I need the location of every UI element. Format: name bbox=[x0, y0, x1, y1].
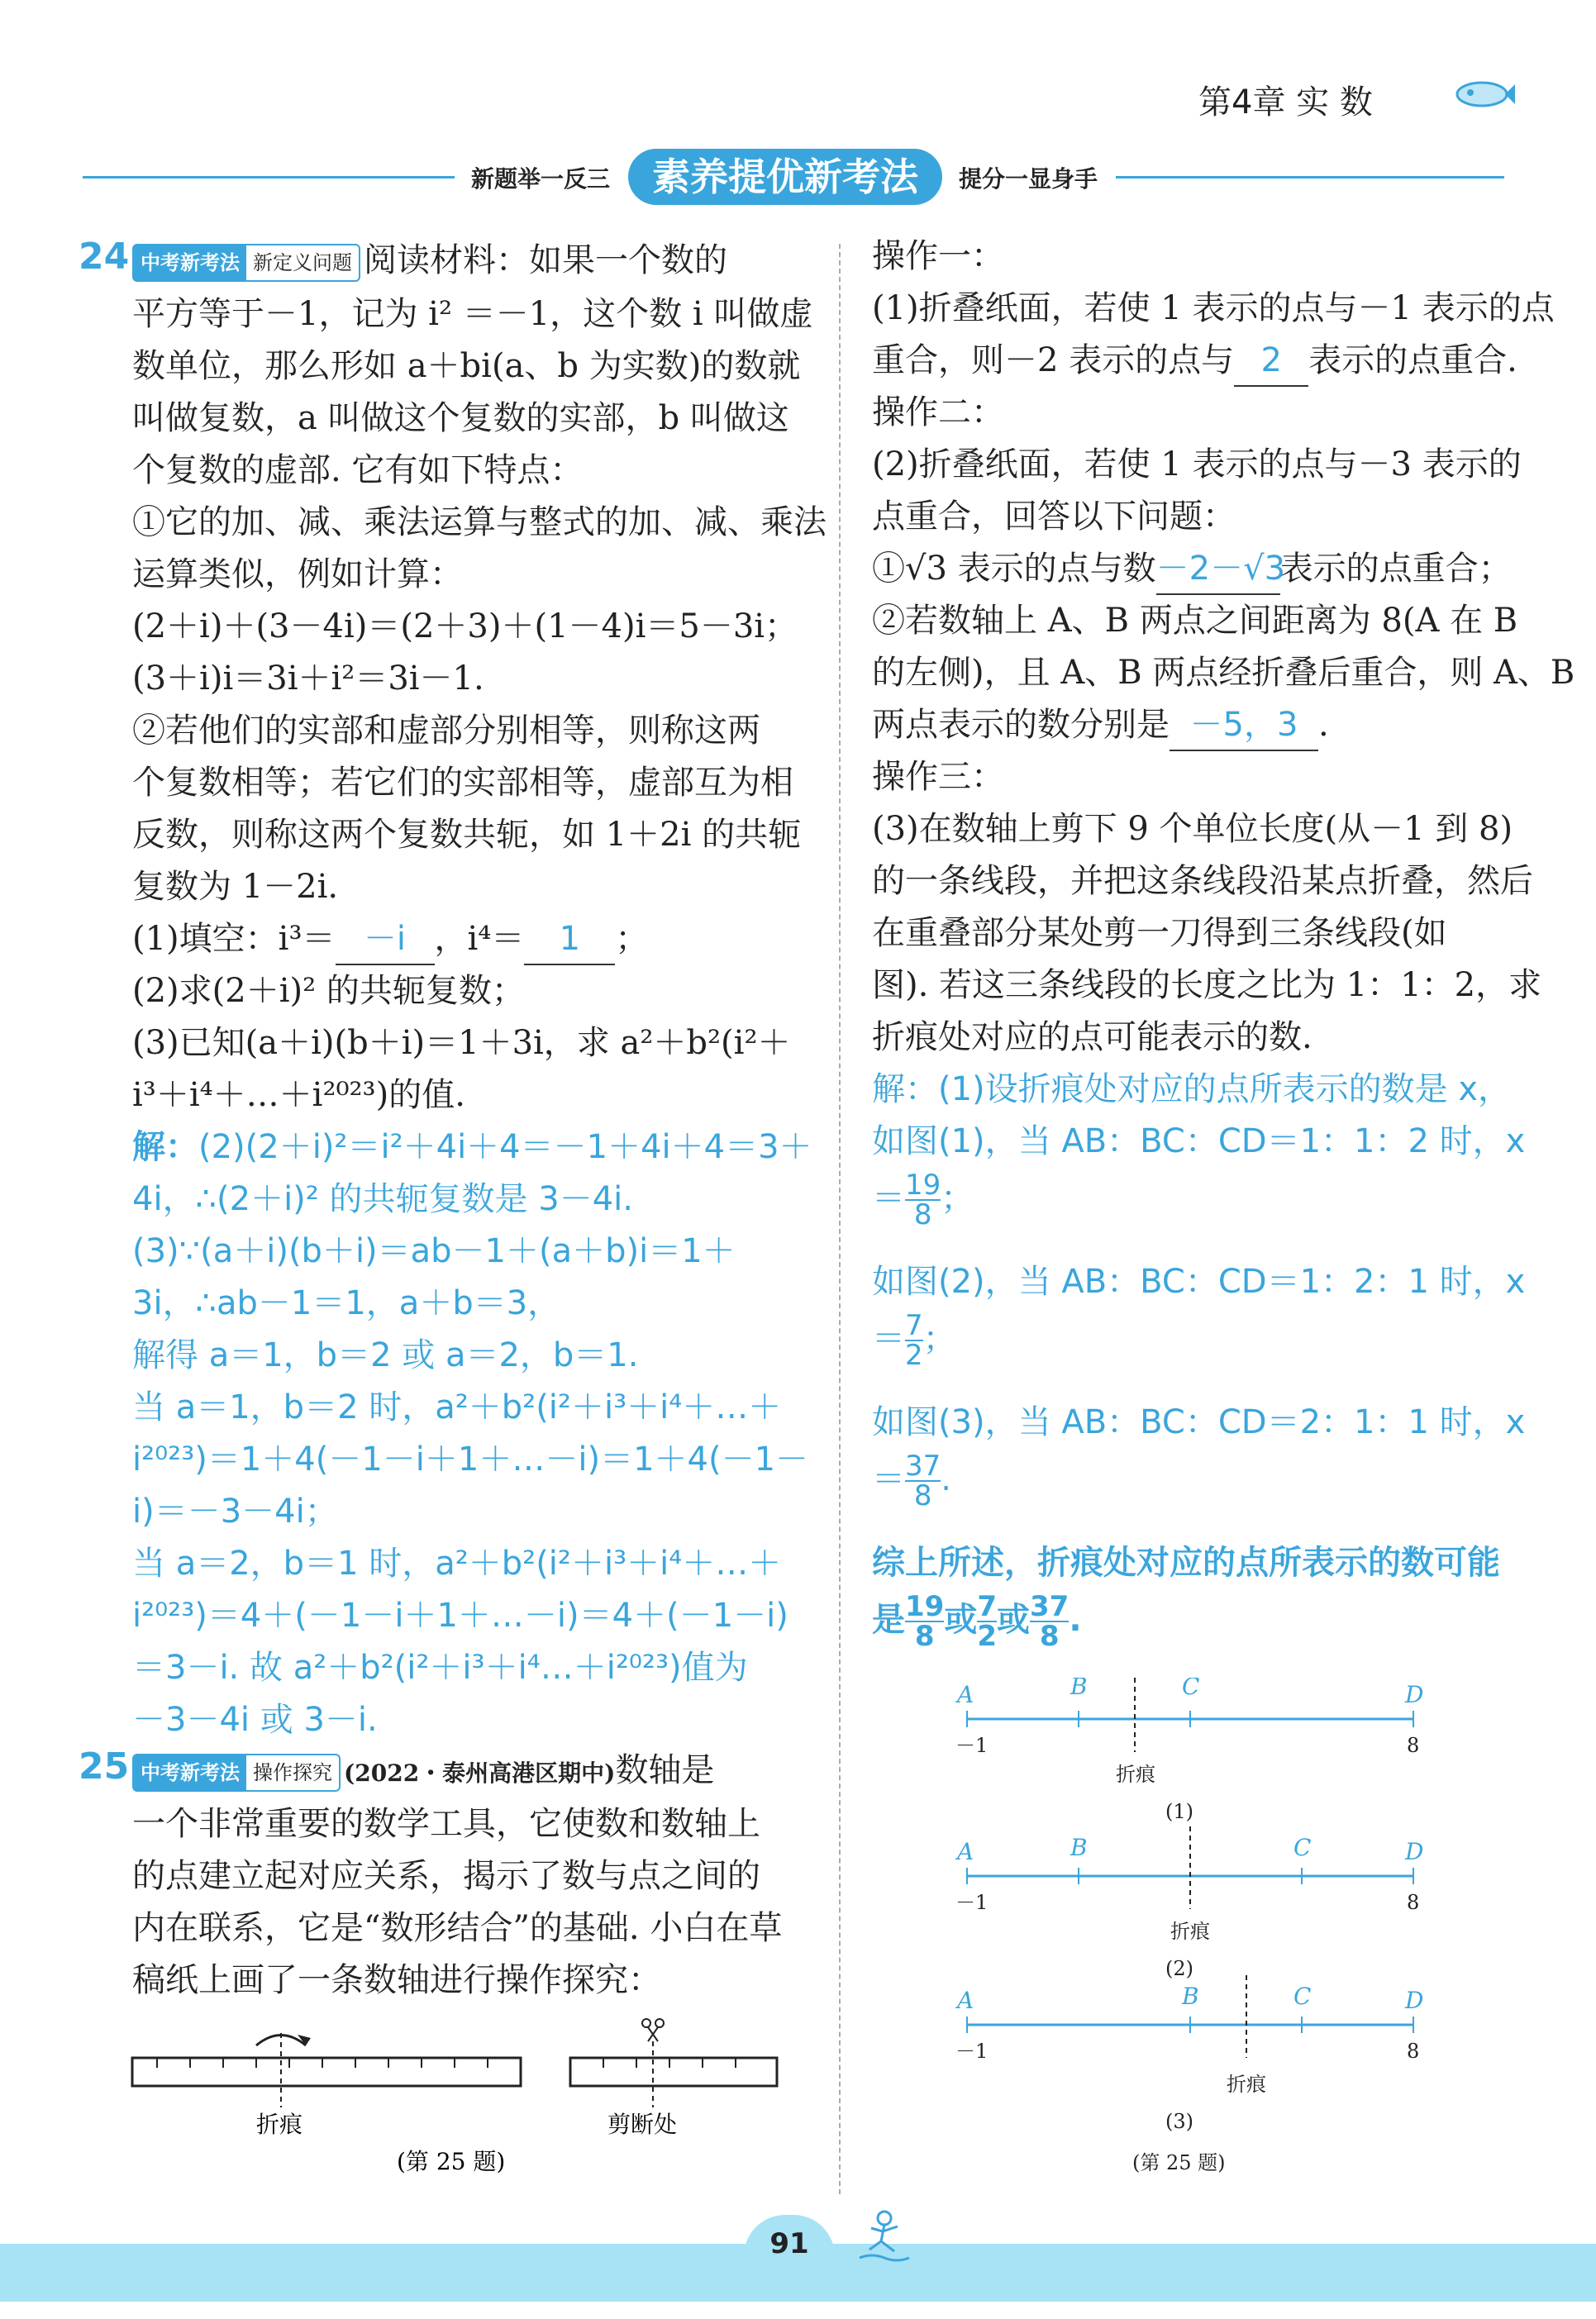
q24-line-10: 个复数相等；若它们的实部相等，虚部互为相 bbox=[132, 764, 793, 802]
caption-3: (3) bbox=[1165, 2110, 1193, 2133]
caption-1: (1) bbox=[1165, 1800, 1193, 1823]
op1-line-a: (1)折叠纸面，若使 1 表示的点与－1 表示的点 bbox=[872, 289, 1555, 327]
q24-solution-10: ＝3－i. 故 a²＋b²(i²＋i³＋i⁴…＋i²⁰²³)值为 bbox=[132, 1649, 748, 1687]
header-rule-right bbox=[1116, 176, 1504, 179]
q25-figure bbox=[124, 2017, 785, 2182]
q25-solution-0: 解：(1)设折痕处对应的点所表示的数是 x， bbox=[872, 1070, 1512, 1108]
column-divider bbox=[839, 244, 841, 2194]
right-slogan: 提分一显身手 bbox=[959, 165, 1098, 193]
op3-line-3: 图). 若这三条线段的长度之比为 1：1：2，求 bbox=[872, 966, 1542, 1004]
q24-solution-8: 当 a＝2，b＝1 时，a²＋b²(i²＋i³＋i⁴＋…＋ bbox=[132, 1545, 782, 1583]
op1-line-b: 重合，则－2 表示的点与 2 表示的点重合. bbox=[872, 336, 1517, 387]
end-left-3: －1 bbox=[955, 2040, 989, 2063]
q24-line-8: (3＋i)i＝3i＋i²＝3i－1. bbox=[132, 660, 484, 698]
q25-solution-1: 如图(1)，当 AB：BC：CD＝1：1：2 时，x bbox=[872, 1122, 1526, 1160]
q25-solution-3b: ＝ $\frac{37}{8}$ . bbox=[872, 1450, 951, 1512]
fold-label-1: 折痕 bbox=[1116, 1763, 1155, 1786]
runner-icon bbox=[851, 2207, 917, 2264]
label-B-1: B bbox=[1070, 1678, 1088, 1700]
label-C-3: C bbox=[1293, 1983, 1312, 2010]
figure-caption-right: (第 25 题) bbox=[1132, 2151, 1226, 2174]
q25-line-4: 稿纸上画了一条数轴进行操作探究： bbox=[132, 1961, 661, 1999]
q24-line-6: 运算类似，例如计算： bbox=[132, 555, 463, 593]
q25-line-2: 的点建立起对应关系，揭示了数与点之间的 bbox=[132, 1857, 760, 1895]
question-number-24: 24 bbox=[79, 236, 130, 278]
op2-line-e: 的左侧)，且 A、B 两点经折叠后重合，则 A、B bbox=[872, 654, 1575, 692]
label-C-2: C bbox=[1293, 1834, 1312, 1861]
q24-line-5: ①它的加、减、乘法运算与整式的加、减、乘法 bbox=[132, 503, 827, 541]
op2-line-b: 点重合，回答以下问题： bbox=[872, 498, 1236, 536]
q24-sub3a: (3)已知(a＋i)(b＋i)＝1＋3i，求 a²＋b²(i²＋ bbox=[132, 1024, 791, 1062]
banner-title: 素养提优新考法 bbox=[628, 149, 942, 205]
q24-line-4: 个复数的虚部. 它有如下特点： bbox=[132, 451, 584, 489]
header-rule-left bbox=[83, 176, 455, 179]
q24-line-9: ②若他们的实部和虚部分别相等，则称这两 bbox=[132, 712, 760, 750]
scissors-icon bbox=[642, 2019, 664, 2041]
end-left-2: －1 bbox=[955, 1891, 989, 1914]
q25-solution-4: 综上所述，折痕处对应的点所表示的数可能 bbox=[872, 1544, 1500, 1582]
end-right-1: 8 bbox=[1407, 1734, 1420, 1757]
q24-tag: 中考新考法 新定义问题 bbox=[132, 244, 360, 282]
q25-line-0: 中考新考法 操作探究 (2022・泰州高港区期中)数轴是 bbox=[132, 1745, 714, 1798]
q24-solution-11: －3－4i 或 3－i. bbox=[132, 1701, 378, 1739]
fish-icon bbox=[1451, 73, 1517, 114]
op1-title: 操作一： bbox=[872, 237, 1004, 275]
op3-line-1: 的一条线段，并把这条线段沿某点折叠，然后 bbox=[872, 862, 1533, 900]
q24-answer-2: 1 bbox=[524, 914, 615, 965]
fold-label: 折痕 bbox=[256, 2111, 303, 2138]
q25-solution-5: 是 $\frac{19}{8}$ 或 $\frac{7}{2}$ 或 $\frac{37}{8}$ . bbox=[872, 1590, 1082, 1653]
q25-tag: 中考新考法 操作探究 bbox=[132, 1754, 341, 1792]
label-B-2: B bbox=[1070, 1834, 1088, 1861]
q25-diagrams bbox=[942, 1678, 1455, 2190]
q24-sub3b: i³＋i⁴＋…＋i²⁰²³)的值. bbox=[132, 1076, 465, 1114]
q25-line-3: 内在联系，它是“数形结合”的基础. 小白在草 bbox=[132, 1909, 783, 1947]
op2-line-a: (2)折叠纸面，若使 1 表示的点与－3 表示的 bbox=[872, 445, 1522, 483]
q24-line-3: 叫做复数，a 叫做这个复数的实部，b 叫做这 bbox=[132, 399, 789, 437]
op2-answer-2: －5，3 bbox=[1170, 700, 1318, 751]
q25-solution-2: 如图(2)，当 AB：BC：CD＝1：2：1 时，x bbox=[872, 1263, 1526, 1301]
q25-solution-3: 如图(3)，当 AB：BC：CD＝2：1：1 时，x bbox=[872, 1403, 1526, 1441]
q25-solution-2b: ＝ $\frac{7}{2}$ ； bbox=[872, 1309, 956, 1372]
q24-line-0: 中考新考法 新定义问题 阅读材料：如果一个数的 bbox=[132, 236, 727, 285]
q24-solution-1: 4i，∴(2＋i)² 的共轭复数是 3－4i. bbox=[132, 1180, 633, 1218]
q24-sub1: (1)填空：i³＝ －i ，i⁴＝ 1 ； bbox=[132, 914, 648, 965]
label-B-3: B bbox=[1182, 1983, 1199, 2010]
q24-line-7: (2＋i)＋(3－4i)＝(2＋3)＋(1－4)i＝5－3i； bbox=[132, 607, 798, 645]
q24-line-2: 数单位，那么形如 a＋bi(a、b 为实数)的数就 bbox=[132, 347, 801, 385]
op3-line-4: 折痕处对应的点可能表示的数. bbox=[872, 1018, 1313, 1056]
op3-line-0: (3)在数轴上剪下 9 个单位长度(从－1 到 8) bbox=[872, 810, 1513, 848]
end-left-1: －1 bbox=[955, 1734, 989, 1757]
cut-label: 剪断处 bbox=[607, 2111, 678, 2138]
op1-answer: 2 bbox=[1234, 336, 1308, 387]
end-right-2: 8 bbox=[1407, 1891, 1420, 1914]
q24-solution-7: i)＝－3－4i； bbox=[132, 1493, 338, 1531]
figure-caption-left: (第 25 题) bbox=[397, 2148, 506, 2175]
op2-line-f: 两点表示的数分别是 －5，3 . bbox=[872, 700, 1329, 751]
left-slogan: 新题举一反三 bbox=[471, 165, 611, 193]
q24-line-1: 平方等于－1，记为 i² ＝－1，这个数 i 叫做虚 bbox=[132, 295, 813, 333]
op2-line-c: ①√3 表示的点与数－2－√3表示的点重合； bbox=[872, 544, 1512, 595]
q24-solution-5: 当 a＝1，b＝2 时，a²＋b²(i²＋i³＋i⁴＋…＋ bbox=[132, 1388, 782, 1426]
caption-2: (2) bbox=[1165, 1957, 1193, 1980]
q25-line-1: 一个非常重要的数学工具，它使数和数轴上 bbox=[132, 1805, 760, 1843]
q24-solution-6: i²⁰²³)＝1＋4(－1－i＋1＋…－i)＝1＋4(－1－ bbox=[132, 1440, 809, 1479]
label-A-1: A bbox=[957, 1681, 974, 1708]
fold-label-2: 折痕 bbox=[1170, 1920, 1210, 1943]
label-A-3: A bbox=[957, 1987, 974, 2014]
chapter-title: 第4章 实 数 bbox=[1198, 83, 1373, 121]
q24-solution-4: 解得 a＝1，b＝2 或 a＝2，b＝1. bbox=[132, 1336, 639, 1374]
op2-line-d: ②若数轴上 A、B 两点之间距离为 8(A 在 B bbox=[872, 602, 1518, 640]
q24-line-11: 反数，则称这两个复数共轭，如 1＋2i 的共轭 bbox=[132, 816, 802, 854]
label-A-2: A bbox=[957, 1838, 974, 1865]
label-C-1: C bbox=[1182, 1678, 1200, 1700]
q24-solution-2: (3)∵(a＋i)(b＋i)＝ab－1＋(a＋b)i＝1＋ bbox=[132, 1232, 736, 1270]
q24-solution-0: 解：(2)(2＋i)²＝i²＋4i＋4＝－1＋4i＋4＝3＋ bbox=[132, 1128, 812, 1166]
label-D-2: D bbox=[1405, 1838, 1424, 1865]
label-D-1: D bbox=[1405, 1681, 1424, 1708]
q25-solution-1b: ＝ $\frac{19}{8}$ ； bbox=[872, 1169, 974, 1231]
q24-solution-3: 3i，∴ab－1＝1，a＋b＝3， bbox=[132, 1284, 561, 1322]
op2-title: 操作二： bbox=[872, 393, 1004, 431]
op3-title: 操作三： bbox=[872, 758, 1004, 796]
q24-answer-1: －i bbox=[336, 914, 435, 965]
end-right-3: 8 bbox=[1407, 2040, 1420, 2063]
q24-line-12: 复数为 1－2i. bbox=[132, 868, 339, 906]
q24-solution-9: i²⁰²³)＝4＋(－1－i＋1＋…－i)＝4＋(－1－i) bbox=[132, 1597, 788, 1635]
op2-answer-1: －2－√3 bbox=[1156, 544, 1280, 595]
op3-line-2: 在重叠部分某处剪一刀得到三条线段(如 bbox=[872, 914, 1447, 952]
question-number-25: 25 bbox=[79, 1745, 130, 1788]
q24-sub2: (2)求(2＋i)² 的共轭复数； bbox=[132, 972, 525, 1010]
page-number: 91 bbox=[744, 2215, 835, 2273]
fold-label-3: 折痕 bbox=[1227, 2073, 1266, 2096]
label-D-3: D bbox=[1405, 1987, 1424, 2014]
